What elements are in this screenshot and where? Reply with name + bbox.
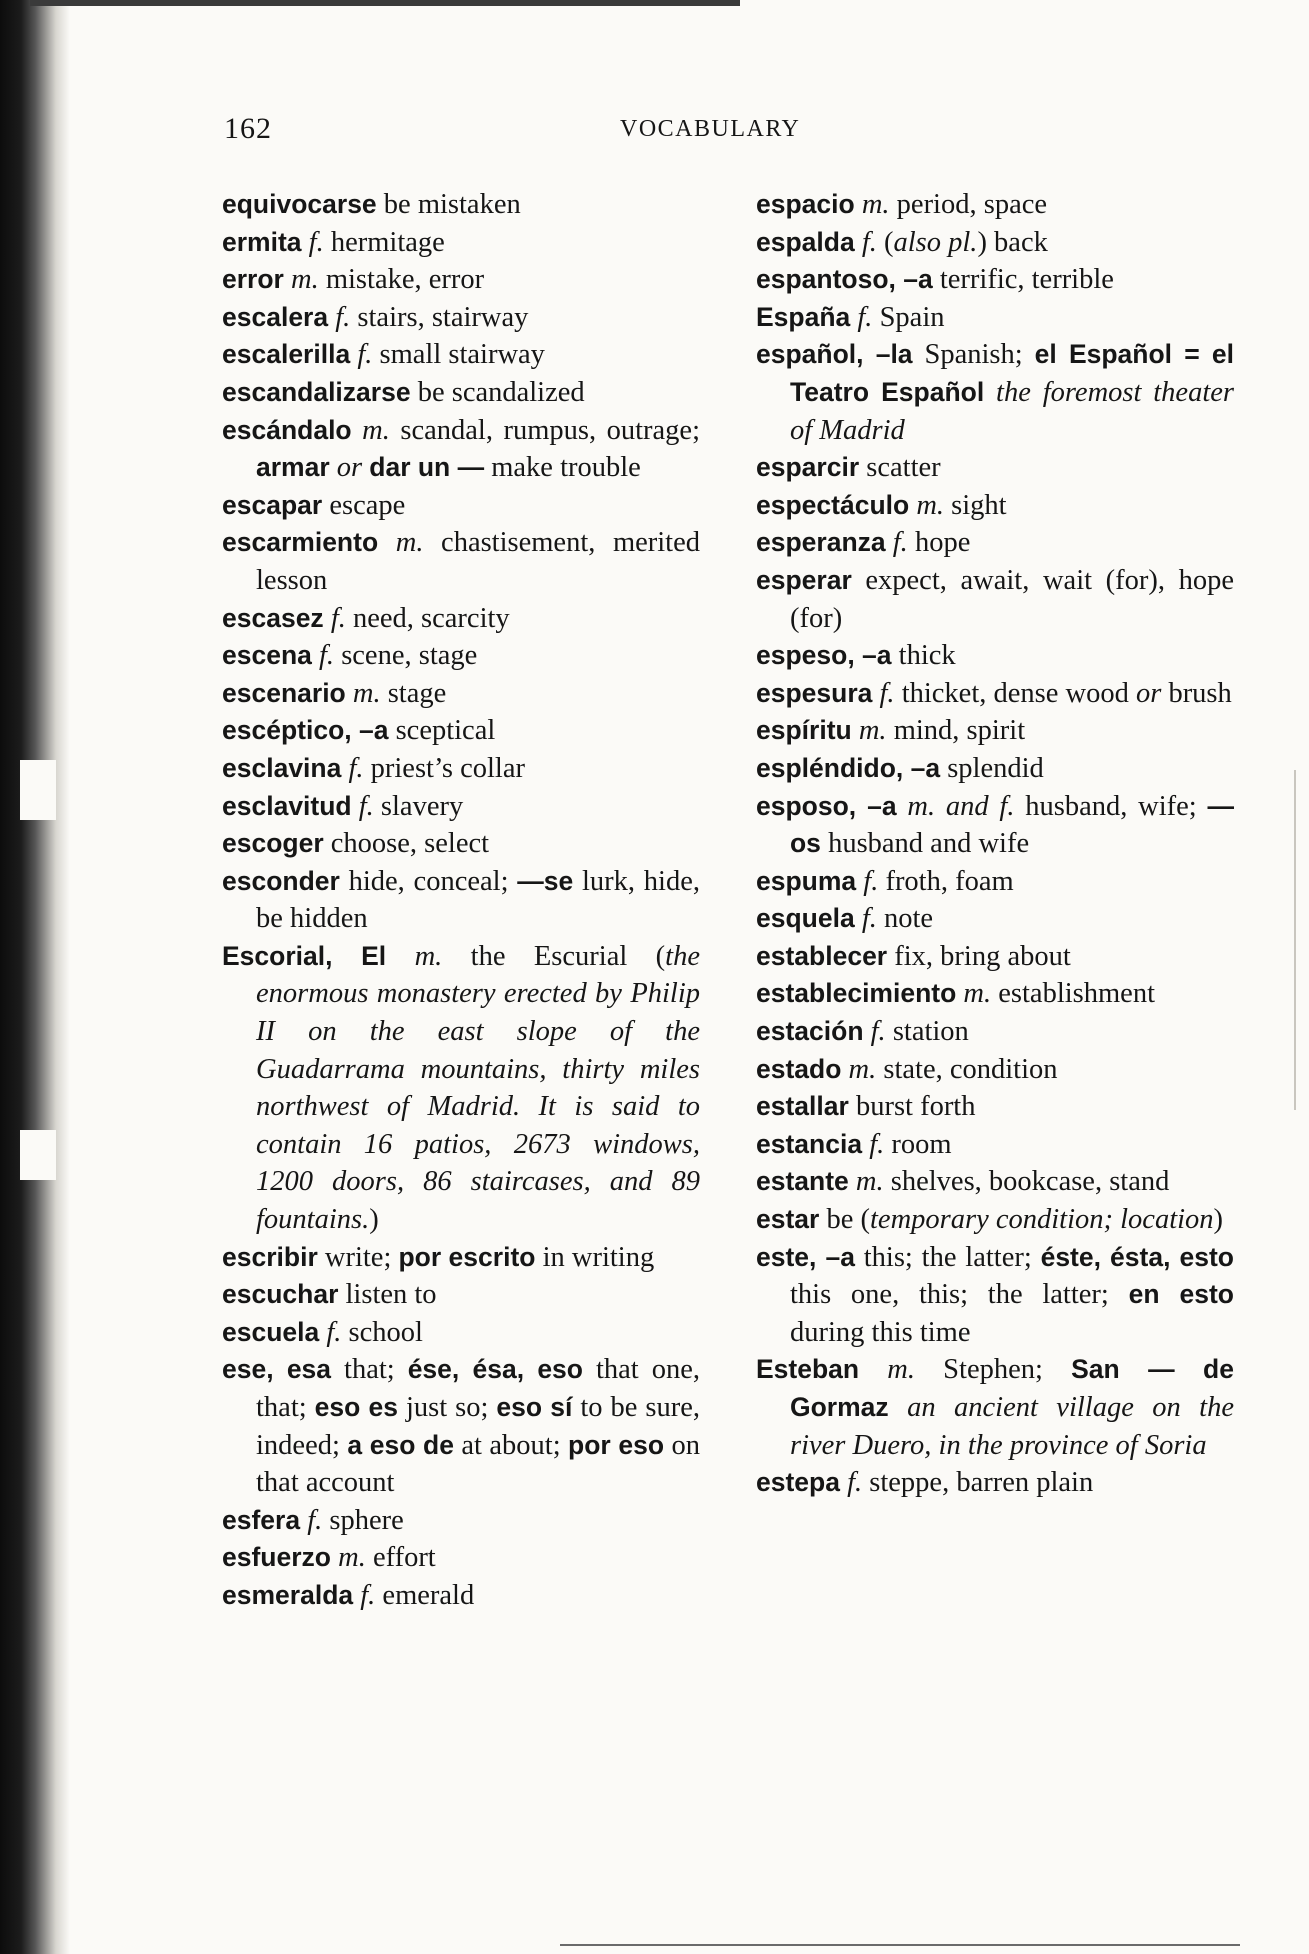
entry-definition: Spain	[872, 301, 945, 333]
entry-italic-note: m.	[338, 1542, 366, 1574]
vocab-entry	[756, 1464, 1234, 1502]
left-column	[222, 186, 700, 1615]
entry-headword: escandalizarse	[222, 376, 411, 407]
entry-headword: estación	[756, 1016, 864, 1047]
entry-definition	[284, 264, 291, 295]
vocab-entry	[756, 863, 1234, 901]
entry-definition: mind, spirit	[886, 715, 1026, 747]
entry-italic-note: temporary condition; location	[870, 1204, 1214, 1236]
entry-italic-note: m.	[855, 1166, 884, 1198]
entry-phrase: éste, ésta, esto	[1040, 1241, 1234, 1272]
entry-definition	[852, 715, 859, 746]
entry-definition	[302, 227, 309, 258]
entry-definition: that one, that;	[256, 1354, 700, 1423]
vocab-entry	[756, 336, 1234, 449]
entry-italic-note: f.	[857, 301, 873, 333]
entry-italic-note: m.	[916, 489, 945, 521]
entry-headword: escapar	[222, 489, 323, 520]
vocab-entry	[756, 224, 1234, 262]
vocab-entry	[756, 938, 1234, 976]
entry-italic-note: f.	[360, 1579, 376, 1611]
bottom-scan-rule	[560, 1944, 1240, 1946]
entry-phrase: por escrito	[398, 1241, 536, 1272]
entry-headword: esquela	[756, 903, 855, 934]
entry-headword: España	[756, 301, 851, 332]
entry-italic-note: m.	[858, 715, 887, 747]
entry-headword: espléndido, –a	[756, 752, 941, 783]
entry-italic-note: m.	[291, 264, 319, 296]
entry-definition: stage	[380, 677, 447, 709]
entry-headword: esposo, –a	[756, 790, 897, 821]
entry-italic-note: m.	[362, 414, 390, 446]
entry-definition: thick	[891, 640, 956, 672]
entry-definition	[841, 1054, 848, 1085]
entry-headword: error	[222, 264, 284, 295]
vocab-entry	[756, 487, 1234, 525]
entry-headword: ese, esa	[222, 1354, 332, 1385]
entry-headword: español, –la	[756, 339, 913, 370]
vocab-entry	[222, 675, 700, 713]
entry-definition: splendid	[940, 752, 1044, 784]
vocab-entry	[756, 1201, 1234, 1239]
entry-definition	[352, 791, 359, 822]
entry-definition: slavery	[373, 790, 464, 822]
top-scan-rule	[30, 0, 740, 6]
entry-definition: establishment	[991, 978, 1155, 1010]
entry-italic-note: f.	[335, 301, 351, 333]
entry-headword: establecer	[756, 940, 888, 971]
entry-definition: Spanish;	[912, 339, 1035, 371]
entry-headword: Esteban	[756, 1354, 860, 1385]
entry-definition: the Escurial (	[442, 940, 666, 972]
entry-italic-note: an ancient village on the river Duero, in the province of Soria	[790, 1392, 1235, 1461]
entry-italic-note: the enormous monastery erected by Philip II on the east slope of the Guadarrama mountains, thirty miles northwest of Madrid. It is said to contain 16 patios, 2673 windows, 1200 doors, 86 staircases, and 89 fountains.	[256, 940, 700, 1236]
vocab-entry	[756, 1088, 1234, 1126]
entry-definition	[386, 941, 414, 972]
entry-phrase: eso sí	[496, 1392, 573, 1422]
entry-definition: escape	[322, 489, 406, 521]
entry-phrase: dar un —	[369, 452, 485, 483]
entry-headword: esmeralda	[222, 1579, 354, 1610]
vocab-entry	[222, 374, 700, 412]
entry-definition: husband and wife	[820, 828, 1030, 860]
entry-definition: sight	[944, 489, 1007, 521]
entry-italic-note: m.	[963, 978, 992, 1010]
entry-definition: make trouble	[484, 452, 641, 484]
entry-headword: esconder	[222, 865, 340, 896]
entry-definition: brush	[1161, 677, 1232, 709]
entry-definition: in writing	[535, 1241, 655, 1273]
entry-definition: just so;	[398, 1392, 497, 1423]
entry-definition: Stephen;	[915, 1354, 1072, 1386]
entry-definition: scatter	[859, 452, 941, 484]
vocab-entry	[222, 487, 700, 525]
entry-italic-note: f.	[330, 602, 346, 634]
entry-headword: esfuerzo	[222, 1542, 331, 1573]
entry-italic-note: f.	[307, 1504, 323, 1536]
entry-definition: at about;	[453, 1429, 569, 1461]
entry-definition: scene, stage	[334, 640, 478, 672]
entry-definition: fix, bring about	[887, 940, 1071, 972]
entry-italic-note: m.	[887, 1354, 915, 1386]
entry-definition	[889, 1392, 907, 1423]
entry-definition: (	[876, 226, 894, 258]
entry-definition: froth, foam	[878, 865, 1014, 897]
page-title: VOCABULARY	[620, 116, 801, 142]
entry-definition: mistake, error	[318, 264, 485, 296]
entry-definition: listen to	[338, 1279, 437, 1311]
entry-definition: sceptical	[388, 715, 496, 747]
vocab-entry	[222, 1314, 700, 1352]
entry-definition: hide, conceal;	[339, 865, 518, 897]
entry-italic-note: f.	[308, 226, 324, 258]
entry-definition: note	[876, 903, 934, 935]
entry-definition: priest’s collar	[363, 752, 525, 784]
entry-headword: esclavitud	[222, 790, 352, 821]
entry-definition	[378, 527, 396, 558]
entry-italic-note: or	[336, 452, 363, 484]
entry-definition: scandal, rumpus, outrage;	[389, 414, 700, 446]
entry-definition: room	[884, 1128, 952, 1160]
scan-shadow-edge	[0, 0, 70, 1954]
entry-headword: estante	[756, 1166, 849, 1197]
entry-italic-note: also pl.	[893, 226, 978, 258]
vocab-entry	[222, 1239, 700, 1277]
entry-italic-note: f.	[863, 865, 879, 897]
entry-headword: escalerilla	[222, 339, 351, 370]
entry-italic-note: or	[1135, 677, 1162, 709]
entry-italic-note: f.	[847, 1467, 863, 1499]
vocab-entry	[756, 975, 1234, 1013]
vocab-entry	[756, 1126, 1234, 1164]
entry-definition: on that account	[256, 1429, 700, 1499]
entry-headword: espantoso, –a	[756, 264, 933, 295]
entry-definition: to be sure, indeed;	[256, 1392, 700, 1461]
vocab-entry	[756, 186, 1234, 224]
entry-headword: espectáculo	[756, 489, 910, 520]
vocab-entry	[756, 1013, 1234, 1051]
entry-definition	[346, 678, 353, 709]
entry-headword: escuela	[222, 1316, 320, 1347]
entry-definition	[849, 1166, 856, 1197]
vocab-entry	[222, 299, 700, 337]
vocab-entry	[222, 863, 700, 938]
entry-headword: escalera	[222, 301, 329, 332]
entry-phrase: —se	[517, 865, 574, 896]
entry-italic-note: m.	[395, 527, 424, 559]
vocab-entry	[222, 825, 700, 863]
vocab-entry	[756, 788, 1234, 863]
entry-definition: lurk, hide, be hidden	[256, 865, 700, 935]
entry-headword: esperanza	[756, 527, 886, 558]
entry-headword: escenario	[222, 677, 346, 708]
entry-headword: esfera	[222, 1504, 301, 1535]
entry-phrase: en esto	[1128, 1279, 1234, 1310]
entry-headword: espíritu	[756, 715, 852, 746]
entry-definition: emerald	[375, 1579, 475, 1611]
entry-definition: be mistaken	[376, 189, 521, 220]
vocab-entry	[222, 637, 700, 675]
vocab-entry	[222, 524, 700, 599]
entry-definition: shelves, bookcase, stand	[883, 1166, 1170, 1198]
entry-definition	[312, 640, 319, 671]
entry-definition	[872, 678, 879, 709]
entry-definition: )	[369, 1204, 379, 1236]
entry-definition: stairs, stairway	[350, 301, 529, 333]
entry-definition: be scandalized	[410, 376, 585, 408]
entry-headword: estado	[756, 1053, 842, 1084]
entry-italic-note: f.	[861, 903, 877, 935]
entry-phrase: San — de Gormaz	[790, 1354, 1234, 1422]
entry-definition: effort	[365, 1542, 436, 1574]
entry-definition: sphere	[322, 1504, 404, 1536]
scan-edge-notch	[20, 760, 56, 820]
entry-italic-note: f.	[326, 1316, 342, 1348]
vocab-entry	[222, 1539, 700, 1577]
vocab-entry	[222, 938, 700, 1239]
entry-definition	[855, 903, 862, 934]
entry-definition: expect, await, wait (for), hope (for)	[790, 564, 1234, 634]
vocab-entry	[756, 712, 1234, 750]
vocab-entry	[222, 600, 700, 638]
entry-headword: escoger	[222, 828, 324, 859]
entry-headword: equivocarse	[222, 189, 377, 219]
entry-headword: escuchar	[222, 1279, 339, 1310]
entry-definition: small stairway	[372, 339, 545, 371]
entry-phrase: armar	[256, 452, 330, 483]
vocab-entry	[756, 1239, 1234, 1352]
entry-definition: hope	[907, 527, 971, 559]
entry-headword: ermita	[222, 226, 302, 257]
entry-phrase: eso es	[314, 1392, 398, 1422]
entry-italic-note: f.	[319, 640, 335, 672]
entry-phrase: por eso	[568, 1429, 665, 1460]
vocab-entry	[222, 788, 700, 826]
entry-definition: steppe, barren plain	[862, 1467, 1094, 1499]
entry-definition	[855, 189, 862, 220]
entry-headword: este, –a	[756, 1241, 855, 1272]
entry-italic-note: the foremost theater of Madrid	[790, 376, 1234, 446]
entry-headword: estallar	[756, 1091, 849, 1122]
entry-definition	[886, 527, 893, 558]
entry-definition: write;	[317, 1241, 399, 1273]
entry-headword: espacio	[756, 189, 855, 219]
entry-italic-note: m.	[352, 677, 381, 709]
entry-definition: this one, this; the latter;	[790, 1279, 1129, 1311]
entry-italic-note: f.	[861, 226, 877, 258]
entry-definition: terrific, terrible	[932, 264, 1114, 296]
entry-definition	[864, 1016, 871, 1047]
entry-phrase: el Español = el Teatro Español	[790, 339, 1235, 407]
entry-headword: Escorial, El	[222, 940, 387, 971]
vocab-entry	[222, 224, 700, 262]
entry-definition: station	[885, 1016, 969, 1048]
entry-definition: this; the latter;	[854, 1241, 1041, 1273]
entry-headword: estancia	[756, 1128, 863, 1159]
entry-definition: ) back	[977, 226, 1048, 258]
vocab-entry	[222, 1577, 700, 1615]
entry-definition: burst forth	[848, 1091, 976, 1123]
entry-headword: esclavina	[222, 752, 342, 783]
entry-definition: chastisement, merited lesson	[256, 527, 701, 596]
vocab-entry	[756, 524, 1234, 562]
vocab-entry	[756, 900, 1234, 938]
entry-phrase: a eso de	[347, 1429, 454, 1460]
entry-phrase: ése, ésa, eso	[407, 1354, 583, 1385]
entry-headword: escribir	[222, 1241, 318, 1272]
entry-italic-note: f.	[348, 752, 364, 784]
entry-headword: espuma	[756, 865, 857, 896]
entry-definition: hermitage	[323, 226, 445, 258]
entry-italic-note: m. and f.	[907, 790, 1015, 822]
entry-headword: estepa	[756, 1467, 840, 1498]
entry-italic-note: f.	[870, 1016, 886, 1048]
vocab-entry	[756, 449, 1234, 487]
entry-definition: )	[1213, 1204, 1224, 1236]
entry-definition	[897, 791, 908, 822]
right-column	[756, 186, 1234, 1502]
entry-definition	[859, 1354, 887, 1385]
entry-definition	[984, 377, 996, 408]
vocab-entry	[222, 1351, 700, 1501]
vocab-entry	[756, 637, 1234, 675]
entry-headword: estar	[756, 1204, 820, 1235]
vocab-entry	[756, 562, 1234, 637]
entry-italic-note: m.	[848, 1053, 877, 1085]
vocab-entry	[222, 261, 700, 299]
entry-definition: period, space	[889, 189, 1048, 220]
vocab-entry	[756, 261, 1234, 299]
vocab-entry	[222, 186, 700, 224]
entry-definition	[352, 415, 363, 446]
entry-headword: escándalo	[222, 414, 352, 445]
entry-definition: be (	[819, 1204, 870, 1236]
entry-headword: espalda	[756, 226, 855, 257]
vocab-entry	[222, 1502, 700, 1540]
entry-headword: esperar	[756, 564, 852, 595]
entry-definition: school	[341, 1316, 423, 1348]
entry-italic-note: f.	[358, 790, 374, 822]
entry-definition: during this time	[790, 1316, 971, 1348]
page-number: 162	[224, 112, 272, 145]
entry-headword: espeso, –a	[756, 640, 892, 671]
entry-italic-note: f.	[357, 339, 373, 371]
vocab-entry	[756, 1051, 1234, 1089]
entry-definition	[330, 452, 337, 483]
entry-definition: state, condition	[876, 1053, 1058, 1085]
entry-headword: escéptico, –a	[222, 715, 389, 746]
entry-italic-note: f.	[879, 677, 895, 709]
entry-definition: that;	[331, 1354, 408, 1386]
vocab-entry	[222, 750, 700, 788]
entry-definition: husband, wife;	[1014, 790, 1208, 822]
entry-headword: escarmiento	[222, 527, 379, 558]
entry-italic-note: m.	[861, 189, 890, 220]
vocab-entry	[756, 299, 1234, 337]
scan-edge-notch	[20, 1130, 56, 1180]
entry-headword: escasez	[222, 602, 324, 633]
entry-definition: thicket, dense wood	[894, 677, 1136, 709]
entry-definition: choose, select	[323, 828, 490, 860]
vocab-entry	[756, 750, 1234, 788]
entry-italic-note: f.	[869, 1128, 885, 1160]
vocab-entry	[756, 1351, 1234, 1464]
entry-phrase: —os	[790, 790, 1234, 859]
entry-italic-note: m.	[414, 940, 443, 972]
vocab-entry	[222, 712, 700, 750]
entry-headword: esparcir	[756, 452, 860, 483]
vocab-entry	[222, 336, 700, 374]
entry-definition	[855, 227, 862, 258]
entry-headword: escena	[222, 640, 312, 671]
vocab-entry	[222, 1276, 700, 1314]
entry-italic-note: f.	[892, 527, 908, 559]
entry-headword: establecimiento	[756, 978, 957, 1009]
vocab-entry	[756, 1163, 1234, 1201]
right-scan-mark	[1294, 770, 1296, 1110]
page-header	[224, 112, 1224, 162]
entry-definition	[324, 603, 331, 634]
vocab-entry	[222, 412, 700, 487]
entry-headword: espesura	[756, 677, 873, 708]
entry-definition: need, scarcity	[345, 602, 510, 634]
vocab-entry	[756, 675, 1234, 713]
